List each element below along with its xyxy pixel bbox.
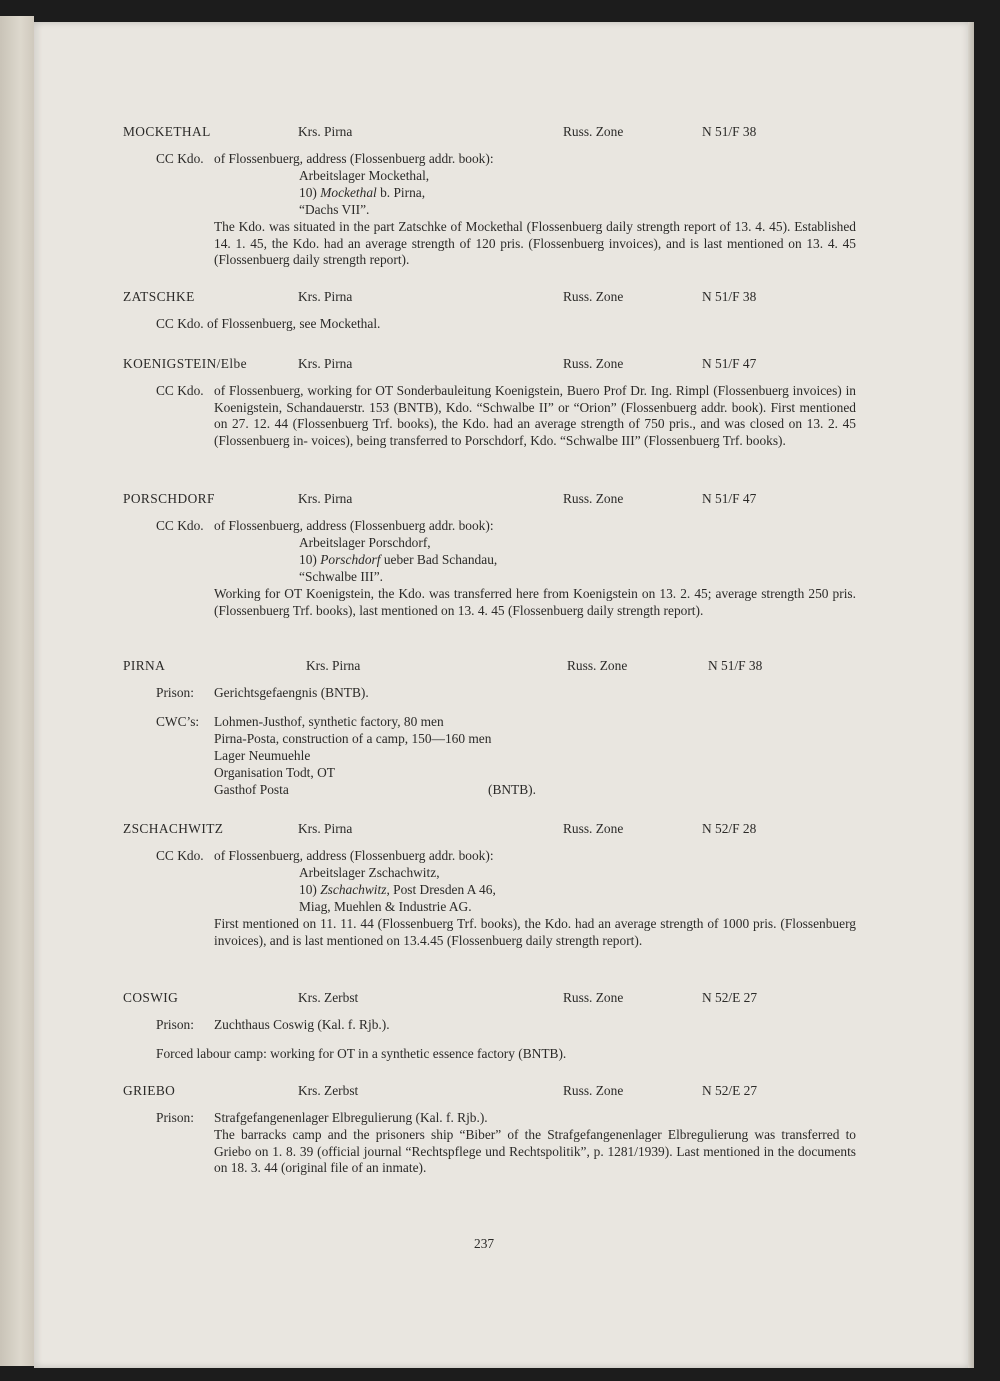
zone: Russ. Zone [563,821,624,836]
district: Krs. Pirna [298,289,353,304]
district: Krs. Pirna [298,491,353,506]
grid-reference: N 51/F 38 [702,124,757,139]
place-name: COSWIG [123,990,179,1005]
entry-header [34,821,974,839]
prison-label: Prison: [156,1017,194,1032]
cwc-label: CWC’s: [156,714,200,729]
address-line: “Dachs VII”. [299,202,370,217]
address-line: 10) Zschachwitz, Post Dresden A 46, [299,882,496,897]
grid-reference: N 52/E 27 [702,1083,758,1098]
cc-label: CC Kdo. [156,518,204,533]
cwc-item: Organisation Todt, OT [214,765,335,780]
entry-text: of Flossenbuerg, address (Flossenbuerg addr. book): [214,518,494,533]
zone: Russ. Zone [563,1083,624,1098]
entry-zschachwitz [34,821,974,948]
entry-header [34,124,974,142]
address-line: Miag, Muehlen & Industrie AG. [299,899,472,914]
cwc-source: (BNTB). [488,782,536,797]
address-line: Arbeitslager Porschdorf, [299,535,431,550]
grid-reference: N 51/F 38 [708,658,763,673]
address-line: “Schwalbe III”. [299,569,384,584]
entry-header [34,356,974,374]
entry-paragraph: The Kdo. was situated in the part Zatschke of Mockethal (Flossenbuerg daily strength report of 13. 4. 45). Established 14. 1. 45, the Kdo. had an average strength of 120 pris. (Flossenbuerg invoices), and is last mentioned on 13. 4. 45 (Flossenbuerg daily strength report). [214,219,856,268]
cwc-item: Pirna-Posta, construction of a camp, 150—160 men [214,731,492,746]
cc-label: CC Kdo. [156,848,204,863]
page-number: 237 [474,1236,495,1251]
district: Krs. Pirna [298,356,353,371]
entry-header [34,491,974,509]
zone: Russ. Zone [563,491,624,506]
prison-text: Zuchthaus Coswig (Kal. f. Rjb.). [214,1017,390,1032]
address-line: Arbeitslager Zschachwitz, [299,865,440,880]
entry-header [34,289,974,307]
book-page [34,22,974,1368]
address-line: 10) Porschdorf ueber Bad Schandau, [299,552,498,567]
cc-label: CC Kdo. [156,151,204,166]
grid-reference: N 51/F 38 [702,289,757,304]
grid-reference: N 52/F 28 [702,821,757,836]
place-name: ZATSCHKE [123,289,195,304]
zone: Russ. Zone [563,356,624,371]
entry-koenigstein [34,356,974,448]
entry-paragraph: First mentioned on 11. 11. 44 (Flossenbuerg Trf. books), the Kdo. had an average strength of 1000 pris. (Flossenbuerg invoices), and is last mentioned on 13.4.45 (Flossenbuerg daily strength report). [214,916,856,948]
entry-paragraph: of Flossenbuerg, working for OT Sonderbauleitung Koenigstein, Buero Prof Dr. Ing. Rimpl (Flossenbuerg invoices) in Koenigstein, Schandauerstr. 153 (BNTB), Kdo. “Schwalbe II” or “Orion” (Flossenbuerg addr. book). First mentioned on 27. 12. 44 (Flossenbuerg Trf. books), the Kdo. had an average strength of 750 pris., and was closed on 13. 2. 45 (Flossenbuerg in- voices), being transferred to Porschdorf, Kdo. “Schwalbe III” (Flossenbuerg Trf. books). [214,383,856,448]
entry-text: of Flossenbuerg, address (Flossenbuerg addr. book): [214,151,494,166]
entry-paragraph: Working for OT Koenigstein, the Kdo. was transferred here from Koenigstein on 13. 2. 45; average strength 250 pris. (Flossenbuerg Trf. books), last mentioned on 13. 4. 45 (Flossenbuerg daily strength report). [214,586,856,618]
prison-label: Prison: [156,1110,194,1125]
cc-label: CC Kdo. [156,383,204,398]
entry-text: of Flossenbuerg, address (Flossenbuerg addr. book): [214,848,494,863]
entry-paragraph: The barracks camp and the prisoners ship “Biber” of the Strafgefangenenlager Elbregulierung was transferred to Griebo on 1. 8. 39 (official journal “Rechtspflege und Rechtspolitik”, p. 1281/1939). Last mentioned in the documents on 18. 3. 44 (original file of an inmate). [214,1127,856,1176]
place-name: GRIEBO [123,1083,176,1098]
entry-header [34,658,974,676]
place-name: KOENIGSTEIN/Elbe [123,356,247,371]
page-edge [968,22,974,1368]
district: Krs. Zerbst [298,990,359,1005]
entry-griebo [34,1083,974,1176]
grid-reference: N 51/F 47 [702,491,757,506]
address-line: Arbeitslager Mockethal, [299,168,430,183]
district: Krs. Pirna [306,658,361,673]
entry-header [34,990,974,1008]
cwc-item: Lager Neumuehle [214,748,311,763]
zone: Russ. Zone [563,124,624,139]
forced-labour-text: Forced labour camp: working for OT in a synthetic essence factory (BNTB). [156,1046,567,1061]
prison-label: Prison: [156,685,194,700]
facing-page-edge [0,16,34,1366]
entry-coswig [34,990,974,1061]
zone: Russ. Zone [563,289,624,304]
cwc-item: Gasthof Posta [214,782,289,797]
entry-text: CC Kdo. of Flossenbuerg, see Mockethal. [156,316,381,331]
grid-reference: N 51/F 47 [702,356,757,371]
prison-text: Gerichtsgefaengnis (BNTB). [214,685,369,700]
place-name: ZSCHACHWITZ [123,821,224,836]
zone: Russ. Zone [567,658,628,673]
grid-reference: N 52/E 27 [702,990,758,1005]
entry-pirna [34,658,974,797]
entry-zatschke [34,289,974,331]
place-name: MOCKETHAL [123,124,211,139]
place-name: PORSCHDORF [123,491,215,506]
entry-mockethal [34,124,974,268]
place-name: PIRNA [123,658,166,673]
entry-porschdorf [34,491,974,618]
zone: Russ. Zone [563,990,624,1005]
district: Krs. Pirna [298,124,353,139]
district: Krs. Zerbst [298,1083,359,1098]
entry-header [34,1083,974,1101]
prison-text: Strafgefangenenlager Elbregulierung (Kal. f. Rjb.). [214,1110,488,1125]
address-line: 10) Mockethal b. Pirna, [299,185,426,200]
cwc-item: Lohmen-Justhof, synthetic factory, 80 men [214,714,444,729]
district: Krs. Pirna [298,821,353,836]
